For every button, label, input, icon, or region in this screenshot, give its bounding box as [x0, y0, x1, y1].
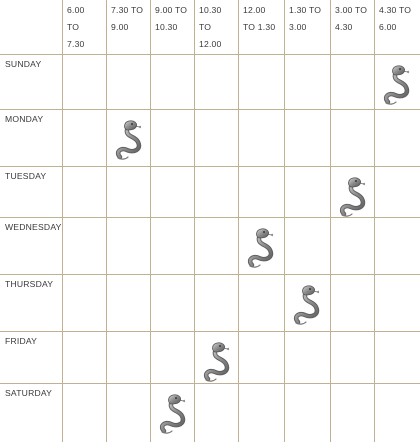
schedule-cell [331, 55, 375, 110]
schedule-cell [107, 332, 151, 384]
schedule-cell [285, 167, 331, 218]
schedule-cell [151, 384, 195, 443]
schedule-cell [195, 275, 239, 332]
schedule-cell [375, 167, 420, 218]
schedule-cell [375, 218, 420, 275]
schedule-cell [285, 218, 331, 275]
day-label: MONDAY [1, 110, 63, 167]
cobra-snake-icon [382, 62, 414, 106]
time-slot-header: 4.30 TO 6.00 [375, 1, 420, 55]
schedule-cell [239, 218, 285, 275]
schedule-cell [375, 275, 420, 332]
schedule-cell [239, 167, 285, 218]
time-slot-header: 10.30 TO 12.00 [195, 1, 239, 55]
schedule-cell [107, 218, 151, 275]
schedule-cell [107, 384, 151, 443]
day-label: THURSDAY [1, 275, 63, 332]
cobra-snake-icon [202, 339, 234, 383]
schedule-cell [107, 55, 151, 110]
cobra-snake-icon [292, 282, 324, 326]
schedule-cell [375, 384, 420, 443]
schedule-cell [107, 110, 151, 167]
schedule-cell [195, 110, 239, 167]
schedule-cell [151, 167, 195, 218]
schedule-cell [375, 332, 420, 384]
day-row [1, 167, 420, 218]
schedule-cell [63, 110, 107, 167]
schedule-cell [63, 275, 107, 332]
schedule-cell [239, 110, 285, 167]
schedule-cell [375, 110, 420, 167]
schedule-cell [63, 55, 107, 110]
cobra-snake-icon [158, 391, 190, 435]
schedule-cell [63, 218, 107, 275]
day-row [1, 384, 420, 443]
schedule-cell [63, 384, 107, 443]
schedule-cell [195, 384, 239, 443]
day-row [1, 55, 420, 110]
cobra-snake-icon [338, 174, 370, 218]
corner-cell [1, 1, 63, 55]
time-slot-header: 1.30 TO 3.00 [285, 1, 331, 55]
day-label: FRIDAY [1, 332, 63, 384]
schedule-cell [239, 275, 285, 332]
schedule-cell [107, 167, 151, 218]
cobra-snake-icon [246, 225, 278, 269]
schedule-cell [331, 218, 375, 275]
header-row [1, 1, 420, 55]
time-slot-header: 3.00 TO 4.30 [331, 1, 375, 55]
schedule-cell [331, 384, 375, 443]
schedule-cell [151, 332, 195, 384]
schedule-cell [195, 218, 239, 275]
day-row [1, 218, 420, 275]
schedule-cell [239, 384, 285, 443]
day-label: SUNDAY [1, 55, 63, 110]
schedule-cell [331, 167, 375, 218]
schedule-cell [107, 275, 151, 332]
schedule-cell [331, 332, 375, 384]
time-slot-header: 7.30 TO 9.00 [107, 1, 151, 55]
day-label: SATURDAY [1, 384, 63, 443]
schedule-cell [331, 110, 375, 167]
schedule-cell [285, 332, 331, 384]
schedule-cell [285, 55, 331, 110]
schedule-cell [195, 332, 239, 384]
schedule-cell [195, 55, 239, 110]
schedule-cell [151, 55, 195, 110]
schedule-cell [151, 218, 195, 275]
time-slot-header: 9.00 TO 10.30 [151, 1, 195, 55]
schedule-cell [63, 332, 107, 384]
schedule-cell [375, 55, 420, 110]
schedule-cell [331, 275, 375, 332]
schedule-cell [239, 55, 285, 110]
schedule-cell [285, 275, 331, 332]
time-slot-header: 12.00 TO 1.30 [239, 1, 285, 55]
schedule-cell [195, 167, 239, 218]
day-label: TUESDAY [1, 167, 63, 218]
schedule-cell [285, 110, 331, 167]
schedule-cell [239, 332, 285, 384]
schedule-cell [151, 110, 195, 167]
day-row [1, 110, 420, 167]
day-row [1, 332, 420, 384]
schedule-cell [151, 275, 195, 332]
time-slot-header: 6.00 TO 7.30 [63, 1, 107, 55]
day-label: WEDNESDAY [1, 218, 63, 275]
day-row [1, 275, 420, 332]
cobra-snake-icon [114, 117, 146, 161]
schedule-cell [285, 384, 331, 443]
schedule-cell [63, 167, 107, 218]
